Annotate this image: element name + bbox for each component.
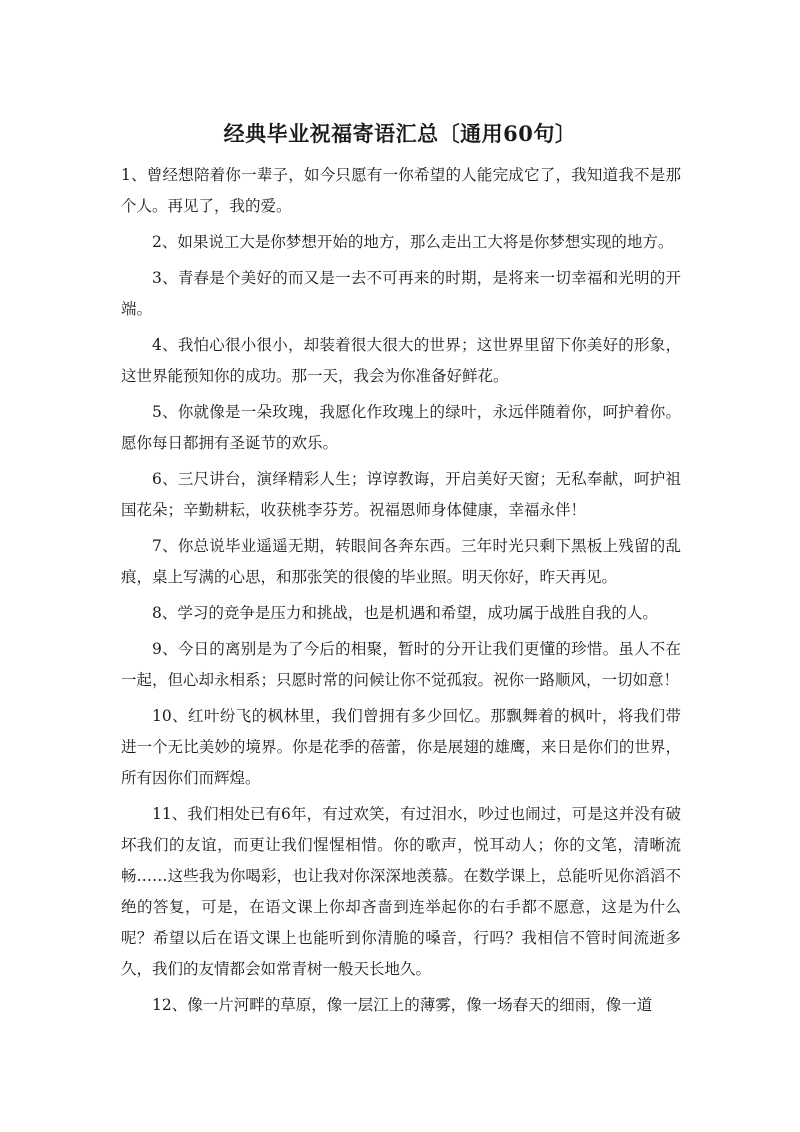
paragraph-6: 6、三尺讲台，演绎精彩人生；谆谆教诲，开启美好天窗；无私奉献，呵护祖国花朵；辛勤耕耘，收获桃李芬芳。祝福恩师身体健康，幸福永伴！	[121, 470, 681, 519]
paragraph-12: 12、像一片河畔的草原，像一层江上的薄雾，像一场春天的细雨，像一道	[152, 996, 653, 1014]
paragraph-9: 9、今日的离别是为了今后的相聚，暂时的分开让我们更懂的珍惜。虽人不在一起，但心却永相系；只愿时常的问候让你不觉孤寂。祝你一路顺风，一切如意！	[121, 640, 681, 689]
paragraph-1: 1、曾经想陪着你一辈子，如今只愿有一你希望的人能完成它了，我知道我不是那个人。再见了，我的爱。	[121, 166, 681, 215]
paragraph-11: 11、我们相处已有6年，有过欢笑，有过泪水，吵过也闹过，可是这并没有破坏我们的友谊，而更让我们惺惺相惜。你的歌声，悦耳动人；你的文笔，清晰流畅……这些我为你喝彩，也让我对你深深地羡慕。在数学课上，总能听见你滔滔不绝的答复，可是，在语文课上你却吝啬到连举起你的右手都不愿意，这是为什么呢？希望以后在语文课上也能听到你清脆的嗓音，行吗？我相信不管时间流逝多久，我们的友情都会如常青树一般天长地久。	[121, 805, 681, 978]
paragraph-7: 7、你总说毕业遥遥无期，转眼间各奔东西。三年时光只剩下黑板上残留的乱痕，桌上写满的心思，和那张笑的很傻的毕业照。明天你好，昨天再见。	[121, 537, 681, 586]
paragraph-8: 8、学习的竞争是压力和挑战，也是机遇和希望，成功属于战胜自我的人。	[152, 604, 658, 622]
paragraph-10: 10、红叶纷飞的枫林里，我们曾拥有多少回忆。那飘舞着的枫叶，将我们带进一个无比美妙的境界。你是花季的蓓蕾，你是展翅的雄鹰，来日是你们的世界，所有因你们而辉煌。	[121, 707, 681, 787]
paragraph-4: 4、我怕心很小很小，却装着很大很大的世界；这世界里留下你美好的形象，这世界能预知你的成功。那一天，我会为你准备好鲜花。	[121, 336, 681, 385]
document-body	[121, 160, 681, 1026]
paragraph-5: 5、你就像是一朵玫瑰，我愿化作玫瑰上的绿叶，永远伴随着你，呵护着你。愿你每日都拥有圣诞节的欢乐。	[121, 403, 681, 452]
paragraph-3: 3、青春是个美好的而又是一去不可再来的时期，是将来一切幸福和光明的开端。	[121, 269, 681, 318]
document-title: 经典毕业祝福寄语汇总〔通用60句〕	[223, 121, 577, 146]
paragraph-2: 2、如果说工大是你梦想开始的地方，那么走出工大将是你梦想实现的地方。	[152, 233, 674, 251]
